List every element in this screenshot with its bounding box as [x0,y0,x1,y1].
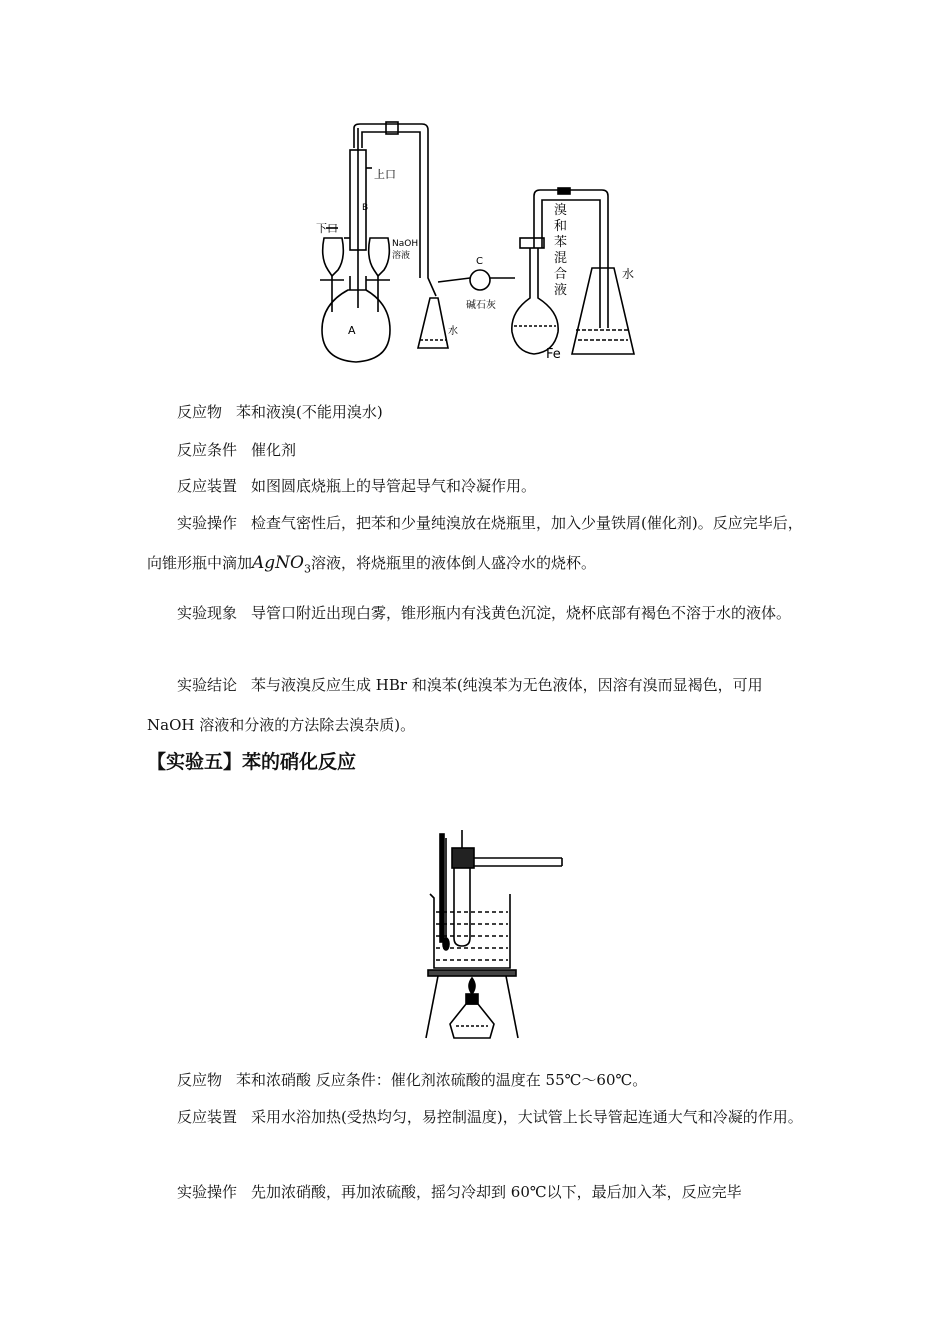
left-dropping-funnel [323,238,344,276]
conditions-label: 反应条件 [177,441,238,459]
operation-label: 实验操作 [177,514,238,532]
conditions-text: 催化剂 [251,441,297,459]
nitration-apparatus-text: 采用水浴加热(受热均匀，易控制温度)，大试管上长导管起连通大气和冷凝的作用。 [251,1108,803,1126]
label-water-1: 水 [448,326,458,337]
wire-gauze [428,970,516,976]
nitration-reactants-label: 反应物 [177,1071,223,1089]
conclusion-label: 实验结论 [177,676,238,694]
label-mix-2: 和 [554,219,568,234]
apparatus-label: 反应装置 [177,477,238,495]
bromination-apparatus-figure [310,108,650,366]
label-condenser-b: B [362,203,369,213]
nitration-reactants-text: 苯和浓硝酸 反应条件：催化剂浓硫酸的温度在 55℃～60℃。 [236,1071,648,1089]
label-water-2: 水 [622,267,635,281]
thermometer-bulb [443,938,449,950]
bromination-apparatus [147,466,837,506]
label-lower-port: 下口 [316,222,338,235]
nitration-reactants [147,1060,837,1100]
bromination-conclusion [147,665,807,745]
flame [469,978,475,994]
bromination-operation [147,503,807,589]
nitration-apparatus [147,1097,807,1137]
nitration-apparatus-figure [422,828,572,1043]
bromination-phenomenon [147,593,807,633]
label-mix-3: 苯 [554,235,568,250]
bromination-conditions [147,430,837,470]
agno3-formula: AgNO$_3$ [252,553,311,576]
label-flask-a: A [348,324,356,337]
nitration-apparatus-label: 反应装置 [177,1108,238,1126]
apparatus-text: 如图圆底烧瓶上的导管起导气和冷凝作用。 [251,477,537,495]
test-tube [454,868,470,946]
operation-text-a: 检查气密性后，把苯和少量纯溴放在烧瓶里，加入少量铁屑(催化剂)。反应完毕后，向锥形瓶中滴加 [147,514,803,572]
label-upper-port: 上口 [374,168,396,181]
phenomenon-label: 实验现象 [177,604,238,622]
label-mix-4: 混 [554,251,568,266]
drying-tube-c [470,270,490,290]
alcohol-lamp [450,1004,494,1038]
reactants-label: 反应物 [177,403,223,421]
conclusion-text: 苯与液溴反应生成 HBr 和溴苯(纯溴苯为无色液体，因溶有溴而显褐色，可用 NaOH 溶液和分液的方法除去溴杂质)。 [147,676,763,734]
operation-text-b: 溶液，将烧瓶里的液体倒人盛冷水的烧杯。 [311,554,597,572]
label-fe: Fe [546,347,561,362]
label-naoh-l2: 溶液 [392,251,411,261]
section-heading: 【实验五】苯的硝化反应 [147,751,357,773]
nitration-operation-label: 实验操作 [177,1183,238,1201]
round-flask-2 [512,248,558,354]
label-tube-c: C [476,256,483,267]
label-mix-6: 液 [554,283,568,298]
reactants-text: 苯和液溴(不能用溴水) [236,403,383,421]
label-mix-5: 合 [554,267,568,282]
label-naoh-l1: NaOH [392,239,419,249]
nitration-operation [147,1172,837,1212]
label-mix-1: 溴 [554,203,568,218]
stand-rod [440,834,444,942]
phenomenon-text: 导管口附近出现白雾，锥形瓶内有浅黄色沉淀，烧杯底部有褐色不溶于水的液体。 [251,604,792,622]
label-soda-lime: 碱石灰 [466,300,496,311]
bromination-reactants [147,392,837,432]
right-dropping-funnel [369,238,390,276]
rubber-stopper [452,848,474,868]
nitration-operation-text: 先加浓硝酸，再加浓硫酸，摇匀冷却到 60℃以下，最后加入苯，反应完毕 [251,1183,742,1201]
